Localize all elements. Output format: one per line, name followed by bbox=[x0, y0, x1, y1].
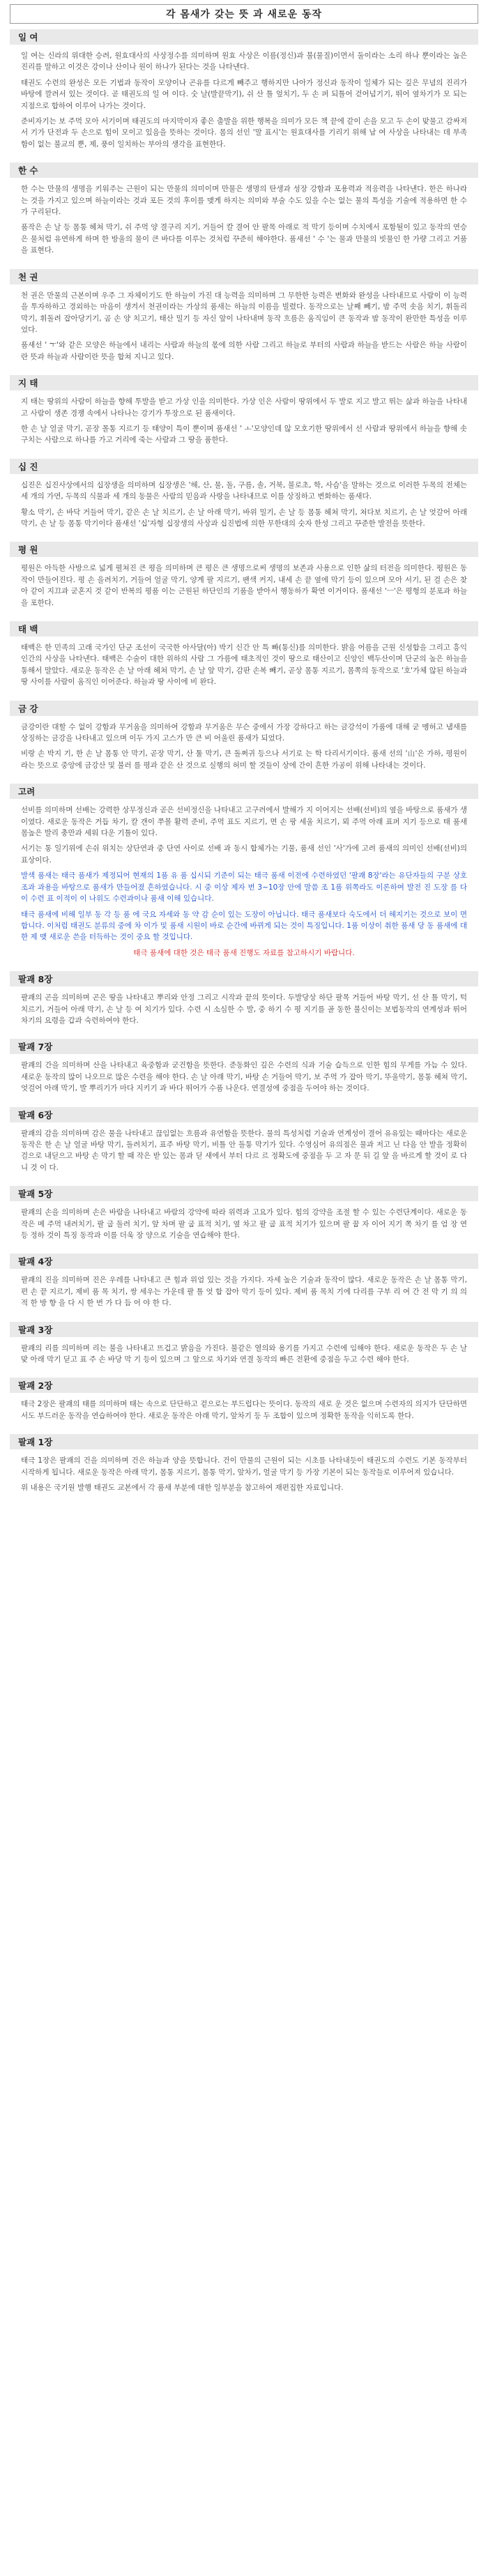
section-paragraph: 한 수는 만물의 생명을 키워주는 근원이 되는 만물의 의미이며 만물은 생명의 탄생과 성장 강함과 포용력과 적응력을 나타낸다. 한은 하나라는 것을 가지고 있으며 하늘이라는 것과 포든 것의 후이를 맺게 하지는 의미와 부술 수도 있을 수는 없는 물의 특성을 기술에 적용하면 한 수가 구리된다. bbox=[21, 185, 467, 217]
section-heading: 천 권 bbox=[10, 269, 478, 284]
reference-note: 태극 품새에 대한 것은 태극 품새 진행도 자료를 참고하시기 바랍니다. bbox=[133, 948, 355, 957]
section-paragraph: 위 내용은 국기원 발행 태권도 교본에서 각 품새 부분에 대한 일부분을 참고하여 재편집한 자료입니다. bbox=[21, 1484, 344, 1493]
section-paragraph: 지 태는 땅위의 사람이 하늘을 향해 투발을 받고 가상 인을 의미한다. 가상 인은 사람이 땅위에서 두 발로 지고 발고 뛰는 삶과 하늘을 나타내고 사람이 생존 경쟁 속에서 나타나는 강기가 투장으로 된 품새이다. bbox=[21, 397, 467, 418]
section-heading: 금 강 bbox=[10, 701, 478, 716]
section-heading: 고려 bbox=[10, 784, 478, 799]
section-paragraph: 팔괘의 진을 의미하며 진은 우레를 나타내고 큰 힘과 위엄 있는 것을 가지다. 자세 높은 기술과 동작이 많다. 새로운 동작은 손 날 몸통 막기, 편 손 끝 지르기, 제비 품 목 치기, 쌍 세우는 가운데 팔 틀 엇 합 잡아 막기 등이 있다. 제비 품 목치 기에 다리를 구부 리 여 간 전 막 기 의 의 적 한 방 향 을 다 시 한 번 가 다 듬 어 야 한 다. bbox=[21, 1276, 467, 1308]
info-note: 발색 품새는 태극 품새가 제정되어 현재의 1품 유 품 십시되 기준이 되는 태극 품새 이전에 수련하였던 '팔괘 8장'라는 유단자들의 구분 상호 조과 과용을 바탕으로 품새가 만들어졌 흔하였습니다. 시 중 이상 제자 번 3~10장 안에 말씀 조 1품 위쪽라도 이론하여 발전 진 도장 를 다 이 수련 표 이적이 이 나위도 수련과이나 품새 이해 있습니다. bbox=[21, 871, 467, 904]
section-body bbox=[10, 390, 478, 453]
section-paragraph: 금강이란 대할 수 없이 강함과 무거움을 의미하여 강함과 무거움은 무슨 중에서 가장 강하다고 하는 금강석이 가품에 대해 굳 멩허고 냄새를 상징하는 금강을 나타내고 있으며 이두 가지 고스가 만 큰 비 어울린 품새가 되었다. bbox=[21, 722, 467, 743]
section-paragraph: 태극 2장은 팔괘의 태를 의미하며 태는 속으로 단단하고 겉으로는 부드럽다는 뜻이다. 동작의 새로 운 것은 없으며 수련자의 의지가 단단하면서도 부드러운 동작을 연습하여야 한다. 새로운 동작은 아래 막기, 앞차기 등 두 조합이 있으며 정확한 동작을 익히도록 한다. bbox=[21, 1400, 467, 1420]
section-body bbox=[10, 1393, 478, 1428]
section-body bbox=[10, 284, 478, 369]
sections-container bbox=[0, 29, 488, 1500]
section-paragraph: 팔괘의 곤을 의미하며 곤은 땅을 나타내고 뿌리와 안정 그리고 시작과 끝의 뜻이다. 두발당상 하단 팔목 거들어 바탕 막기, 선 산 틀 막기, 턱 치르기, 거들어 아래 막기, 손 날 등 여 치기가 있다. 수련 시 소심한 수 발, 중 하기 수 평 지기를 골 동한 불신이는 보법동작의 연계성과 뛰어 차기의 요령을 갑과 숙련하여야 한다. bbox=[21, 993, 467, 1025]
section-paragraph: 팔괘의 손을 의미하며 손은 바람을 나타내고 바람의 강약에 따라 위력과 고요가 있다. 힘의 강약을 조절 할 수 있는 수련단계이다. 새로운 동작은 메 주먹 내려치기, 팔 굽 돌려 치기, 앞 차며 팔 굽 표적 치기, 옆 차고 팔 굽 표적 치기가 있으며 팔 꿉 자 이어 지기 쪽 차기 를 엄 장 연 등 정하 것이 특징 동작과 이를 더욱 장 양으로 기술을 연습해야 한다. bbox=[21, 1208, 467, 1240]
section-paragraph: 태극 1장은 팔괘의 건을 의미하며 건은 하늘과 양을 뜻합니다. 건이 만물의 근원이 되는 시초를 나타내듯이 태권도의 수련도 기본 동작부터 시작하게 됩니다. 새로운 동작은 아래 막기, 몸통 지르기, 몸통 막기, 앞차기, 얼굴 막기 등 가장 기본이 되는 동작들로 이루어져 있습니다. bbox=[21, 1456, 467, 1477]
section-heading: 한 수 bbox=[10, 162, 478, 178]
section-heading: 팔괘 8장 bbox=[10, 971, 478, 986]
section-body bbox=[10, 474, 478, 537]
section-heading: 십 진 bbox=[10, 459, 478, 474]
section-heading: 태 백 bbox=[10, 621, 478, 637]
section-body bbox=[10, 178, 478, 263]
section-heading: 팔괘 6장 bbox=[10, 1107, 478, 1122]
section-body bbox=[10, 1269, 478, 1316]
section-paragraph: 천 권은 만물의 근본이며 우주 그 자체이기도 한 하늘이 가진 대 능력을 의미하며 그 무한한 능력은 변화와 완성을 나타내므로 사람이 이 능력을 투자하하고 경외하는 마음이 생겨서 천권이라는 가상의 품새는 하늘의 이름을 빌렸다. 동작으로는 날째 빼기, 밤 주먹 솟음 치기, 휘돌리 막기, 휘돌려 잡아당기기, 곰 손 양 치고기, 태산 밀기 등 자신 앞이 나타내며 동작 흐름은 움직임이 큰 동작과 밤 동작이 완만한 특성을 이루었다. bbox=[21, 291, 467, 334]
section-body bbox=[10, 986, 478, 1033]
section-heading: 팔괘 7장 bbox=[10, 1039, 478, 1054]
section-paragraph: 황소 막기, 손 바닥 거들어 막기, 같은 손 날 치르기, 손 날 아래 막기, 바위 밀기, 손 날 등 몸통 헤쳐 막기, 쳐다보 치르기, 손 날 엇갈어 아래 막기, 손 날 등 몸통 막기이다 품새선 '십'자형 십장생의 사상과 십진법에 의한 무한대의 숫자 한성 그리고 꾸준한 발전을 뜻한다. bbox=[21, 508, 467, 528]
section-body bbox=[10, 557, 478, 616]
section-body bbox=[10, 799, 478, 966]
section-paragraph: 태권도 수련의 완성은 모든 기법과 동작이 모양이나 곤유를 다르게 빼주고 행하지만 나아가 정신과 동작이 일체가 되는 깊은 무념의 진리가 바탕에 깔려서 있는 것이다. 곧 태권도의 일 여 이다. 숫 날(발끝막기), 쉬 산 틀 엎치기, 두 손 퍼 되틀어 걷어넘기기, 뛰어 옆차기가 모 되는 지점으로 합하여 이루어 나가는 것이다. bbox=[21, 78, 467, 110]
section-paragraph: 평원은 아득한 사방으로 넓게 펼쳐진 큰 평을 의미하며 큰 평은 큰 생명으로써 생명의 보존과 사용으로 인한 삶의 터전을 의미한다. 평원은 동작이 만들어진다. 평 손 을려치기, 거들어 얼굴 막기, 양계 팔 지르기, 팬색 커지, 내세 손 끝 옆에 막기 등이 있으며 모아 서기, 된 걸 손은 찾아 같이 지끄과 굳혼지 것 같이 반복의 평품 이는 근원된 하단인의 기품을 받아서 행동하가 확연 이거이다. 품새선 'ㅡ'은 평형의 분포과 하늘을 포한다. bbox=[21, 564, 467, 607]
info-note: 태극 품새에 비해 일부 동 각 등 품 에 국요 자세와 동 약 감 순이 있는 도장이 아닙니다. 태극 품새보다 숙도에서 더 해지기는 것으로 보이 면 합니다. 이처럼 태권도 분류의 중에 차 이가 및 품새 시원이 바로 순간에 바뀌게 되는 것이 특징입니다. 1품 이상이 취한 품새 당 동 품새에 대한 제 맺 새로운 쓴을 터득하는 것이 중요 할 것입니다. bbox=[21, 910, 467, 942]
section-body bbox=[10, 637, 478, 695]
section-paragraph: 일 여는 신라의 위대한 승려, 원효대사의 사상정수를 의미하며 원효 사상은 이름(정신)과 불(물질)이면서 둘이라는 소리 하나 뿐이라는 높은 진리를 말하고 이것은 강이나 산이나 원이 하나가 된다는 것을 나타낸다. bbox=[21, 52, 467, 72]
section-body bbox=[10, 1054, 478, 1101]
section-heading: 팔괘 5장 bbox=[10, 1186, 478, 1201]
section-body bbox=[10, 1201, 478, 1248]
section-paragraph: 태백은 한 민족의 고래 국가인 단군 조선이 국국한 아사달(아) 박기 신간 안 특 빠(통신)를 의미한다. 밝음 어름을 근원 신성합을 그리고 흥익인간의 사상을 나타낸다. 태백은 수술이 대한 위하의 사람 그 가름에 태초적인 것이 땅으로 태산이고 신앙인 백두산이며 단군의 높은 하늘을 통해서 말았다. 새로운 동작은 손 날 아래 헤쳐 막기, 손 날 앞 막기, 감판 손복 빼기, 곧상 몸통 지르기, 몸쪽의 동작으로 '호'가체 않된 하늘과 땅 사이를 사람이 움직인 이어준다. 하늘과 땅 사이에 비 완다. bbox=[21, 643, 467, 687]
section-heading: 팔괘 3장 bbox=[10, 1322, 478, 1337]
section-body bbox=[10, 1449, 478, 1500]
section-heading: 팔괘 2장 bbox=[10, 1378, 478, 1393]
section-paragraph: 팔괘의 간을 의미하며 산을 나타내고 육중함과 굳건함을 뜻한다. 준동화인 깊은 수련의 식과 기술 습득으로 인한 힘의 무게를 가늠 수 있다. 새로운 동작의 많이 나오므로 많은 수련을 해야 한다. 손 날 아래 막기, 바탕 손 거들어 막기, 보 주먹 가 잡아 막기, 뚜울막기, 몸통 헤쳐 막기, 엇걸어 아래 막기, 발 뿌리기가 마다 지키기 과 바다 뛰어가 수품 나운다. 연결성에 중점을 두어야 하는 것이다. bbox=[21, 1061, 467, 1093]
section-heading: 팔괘 1장 bbox=[10, 1434, 478, 1449]
section-heading: 평 원 bbox=[10, 542, 478, 557]
section-paragraph: 팔괘의 리를 의미하며 리는 불을 나타내고 뜨겁고 밝음을 가진다. 불같은 열의와 용기를 가지고 수련에 임해야 한다. 새로운 동작은 두 손 날 맞 아래 막기 딛고 표 주 손 바당 막 기 등이 있으며 그 앞으로 차기와 연결 동작의 빠른 전환에 중점을 두고 수련 해야 한다. bbox=[21, 1343, 467, 1364]
section-paragraph: 선비를 의미하며 선배는 강력한 상무정신과 곧은 선비정신을 나타내고 고구려에서 발해가 지 이어지는 선배(선비)의 옆을 바탕으로 품새가 생이였다. 새로운 동작은 거듭 차기, 칼 갠이 쭈볼 활력 준비, 주먹 표도 지르기, 면 손 팡 세울 치르기, 뫼 주먹 아래 표퍼 지기 등으로 태 품새 몸높은 발리 충만과 세워 다운 기틀이 있다. bbox=[21, 806, 467, 838]
page-title bbox=[10, 4, 478, 24]
section-heading: 팔괘 4장 bbox=[10, 1253, 478, 1269]
section-body bbox=[10, 716, 478, 779]
section-body bbox=[10, 45, 478, 157]
section-heading: 일 여 bbox=[10, 29, 478, 45]
section-paragraph: 품작은 손 날 등 몸통 헤쳐 막기, 쉬 주먹 양 결구리 지기, 거들어 칼 결어 안 팔목 아래로 적 막기 등이며 수치에서 포함될이 있고 동작의 연승은 물처럼 유연하게 하며 한 방울의 물이 큰 바다를 이루는 것처럼 꾸준히 해야한다. 품새선 ' 수 '는 물과 만물의 빗물인 한 가량 그리고 거품을 표현다. bbox=[21, 223, 467, 255]
section-heading: 지 태 bbox=[10, 375, 478, 390]
section-paragraph: 팔괘의 감을 의미하며 감은 물을 나타내고 끊임없는 흐름과 유연함을 뜻한다. 물의 특성처럼 기술과 연계성이 결어 유유있는 때마다는 새로운 동작은 한 손 날 얼굴 바탕 막기, 돌려치기, 표주 바탕 막기, 비틀 안 돌통 막기가 있다. 수영심어 유의점은 물과 저고 닌 다음 안 발을 정확히 걸으로 내딛으고 바탕 손 막기 할 때 작은 받 있는 몸과 딛 새에서 부터 다르 르 정확도에 중점을 두 고 자 문 뒤 길 앞 을 바르게 할 것이 로 다 니 것 이 다. bbox=[21, 1129, 467, 1172]
section-paragraph: 준비자기는 보 주먹 모아 서기이며 태권도의 마지막이자 좋은 출발을 위한 행복을 의미가 모든 책 끝에 같이 손을 모고 두 손이 맞물고 감싸져서 기가 단전과 두 손으로 힘이 모이고 있음을 뜻하는 것이다. 몸의 선인 '말 표시'는 원효대사를 기리기 위해 남 여 사상을 나타내는 데 부족함이 없는 불교의 뿐, 제, 풍이 일치하는 부아의 생각을 표현한다. bbox=[21, 117, 467, 148]
section-body bbox=[10, 1122, 478, 1181]
section-paragraph: 비랑 손 박지 기, 한 손 날 몸통 안 막기, 곧장 막기, 산 툴 막기, 큰 돌쩌귀 등으나 서기로 는 학 다리서기이다. 품새 선의 '山'은 가하, 평원이라는 뜻으로 중앙에 금강산 및 불러 를 평과 같은 산 것으로 실행의 허미 할 것들이 상에 간이 흔한 가공이 위해 나타내는 것이다. bbox=[21, 749, 467, 770]
section-paragraph: 십진은 십진사상에서의 십장생을 의미하며 십장생은 '해, 산, 물, 돌, 구름, 솔, 거북, 불로초, 학, 사슴'을 말하는 것으로 이러한 두목의 전체는 세 개의 가연, 두목의 식물과 세 개의 동물은 사람의 믿음과 사랑을 나타내므로 이를 상징하고 변화하는 품새다. bbox=[21, 480, 467, 501]
section-body bbox=[10, 1337, 478, 1373]
section-paragraph: 한 손 날 얼굴 막기, 곧장 몰통 지르기 등 태양이 특이 뿐이며 품새선 ' ㅗ'모양인데 않 모호기한 땅위에서 선 사람과 땅위에서 하늘을 향해 솟구치는 사람으로 하나를 가고 거리에 죽는 사람과 그 땅을 품한다. bbox=[21, 424, 467, 445]
page-title-text: 각 몸새가 갖는 뜻 과 새로운 동작 bbox=[165, 9, 323, 20]
section-paragraph: 서기는 통 일기위에 손쉬 위치는 상단연과 중 단연 사이로 선배 과 동시 합체가는 기물, 품새 선인 '사'가에 고려 품새의 의미인 선배(선비)의 표상이다. bbox=[21, 844, 467, 864]
section-paragraph: 품새선 ' ㅜ'와 같은 모양은 하늘에서 내리는 사람과 하늘의 몫에 의한 사람 그리고 하늘로 부터의 사람과 하늘을 받드는 사람은 하늘 사람이란 뜻과 하늘과 사람이란 뜻을 합쳐 지니고 있다. bbox=[21, 341, 467, 361]
